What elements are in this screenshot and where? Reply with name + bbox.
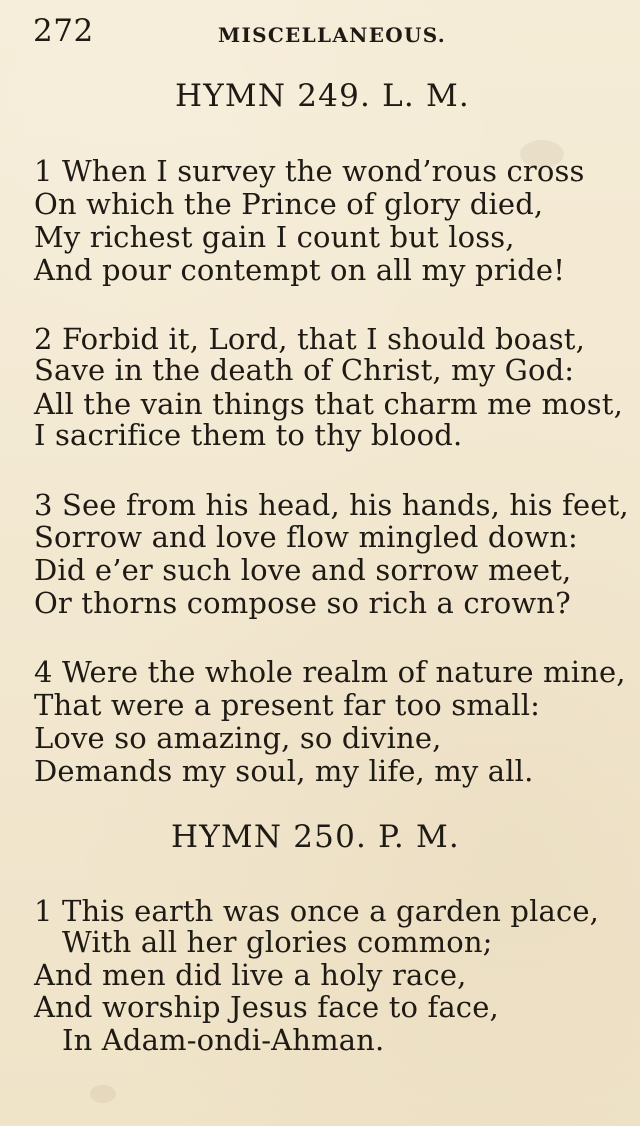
hymn-line: Did e’er such love and sorrow meet, bbox=[34, 553, 572, 587]
hymn-line: I sacrifice them to thy blood. bbox=[34, 418, 463, 452]
hymn-line: In Adam-ondi-Ahman. bbox=[62, 1023, 385, 1057]
hymn-line: Love so amazing, so divine, bbox=[34, 721, 442, 755]
hymn-line: With all her glories common; bbox=[62, 925, 493, 959]
hymn-title: HYMN 250. P. M. bbox=[171, 819, 460, 855]
page-header bbox=[0, 10, 640, 54]
hymn-line: 2 Forbid it, Lord, that I should boast, bbox=[34, 322, 585, 356]
hymn-line: 3 See from his head, his hands, his feet, bbox=[34, 488, 629, 522]
page-number: 272 bbox=[33, 13, 94, 49]
hymn-line: Demands my soul, my life, my all. bbox=[34, 754, 534, 788]
hymn-line: 1 This earth was once a garden place, bbox=[34, 894, 600, 928]
hymn-line: My richest gain I count but loss, bbox=[34, 220, 515, 254]
hymn-line: Or thorns compose so rich a crown? bbox=[34, 586, 571, 620]
hymn-line: And worship Jesus face to face, bbox=[34, 990, 499, 1024]
hymn-line: All the vain things that charm me most, bbox=[34, 387, 623, 421]
paper-stain bbox=[90, 1085, 116, 1103]
hymn-line: And pour contempt on all my pride! bbox=[34, 253, 566, 287]
hymn-line: 1 When I survey the wond’rous cross bbox=[34, 154, 585, 188]
hymn-line: On which the Prince of glory died, bbox=[34, 187, 544, 221]
hymn-line: Save in the death of Christ, my God: bbox=[34, 353, 575, 387]
hymn-line: And men did live a holy race, bbox=[34, 958, 467, 992]
hymn-line: 4 Were the whole realm of nature mine, bbox=[34, 655, 626, 689]
hymn-line: That were a present far too small: bbox=[34, 688, 541, 722]
running-title: MISCELLANEOUS. bbox=[218, 23, 447, 47]
hymn-title: HYMN 249. L. M. bbox=[175, 78, 470, 114]
hymn-line: Sorrow and love flow mingled down: bbox=[34, 520, 578, 554]
